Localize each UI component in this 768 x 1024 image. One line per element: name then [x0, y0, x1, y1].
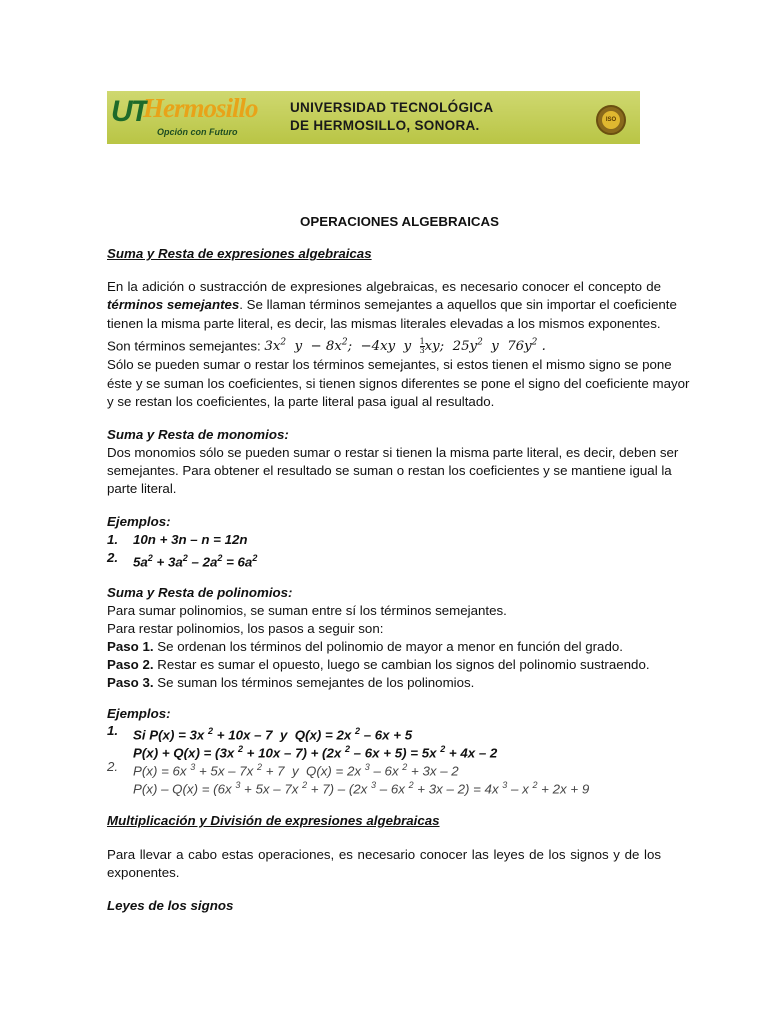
paragraph-line: Sólo se pueden sumar o restar los términos semejantes, si estos tienen el mismo signo se pone — [107, 357, 672, 372]
paragraph-line: En la adición o sustracción de expresiones algebraicas, es necesario conocer el concepto de — [107, 279, 661, 294]
heading-ejemplos: Ejemplos: — [107, 514, 171, 529]
example-math: Si P(x) = 3x $^2$ + 10x – 7 y Q(x) = 2x $^2$ – 6x + 5 — [133, 726, 413, 743]
example-math: 10n + 3n – n = 12n — [133, 532, 248, 547]
university-name-line2: DE HERMOSILLO, SONORA. — [290, 118, 480, 133]
example-item — [107, 531, 661, 549]
logo-hermosillo: Hermosillo — [143, 93, 258, 123]
example-math: P(x) = 6x $^3$ + 5x – 7x $^2$ + 7 y Q(x) = 2x $^3$ – 6x $^2$ + 3x – 2 — [133, 762, 459, 779]
example-number: 1. — [107, 532, 119, 547]
paragraph-line: tienen la misma parte literal, es decir, las mismas literales elevadas a los mismos exponentes. — [107, 316, 661, 331]
example-item — [107, 758, 661, 779]
paragraph-text: Son términos semejantes: — [107, 338, 265, 354]
paragraph-line: Dos monomios sólo se pueden sumar o restar si tienen la misma parte literal, es decir, deben ser — [107, 445, 679, 460]
heading-suma-resta-monomios: Suma y Resta de monomios: — [107, 427, 289, 442]
example-number: 2. — [107, 550, 119, 565]
example-math: P(x) – Q(x) = (6x $^3$ + 5x – 7x $^2$ + 7) – (2x $^3$ – 6x $^2$ + 3x – 2) = 4x $^3$ – x $^2$ + 2x + 9 — [133, 780, 590, 797]
step-text: Se ordenan los términos del polinomio de mayor a menor en función del grado. — [153, 639, 623, 654]
paragraph-line — [107, 334, 661, 356]
paragraph-line: Para llevar a cabo estas operaciones, es necesario conocer las leyes de los signos y de los — [107, 847, 661, 862]
step-text: Se suman los términos semejantes de los polinomios. — [153, 675, 475, 690]
heading-suma-resta-polinomios: Suma y Resta de polinomios: — [107, 585, 293, 600]
paragraph-line: y se restan los coeficientes, la parte literal pasa igual al resultado. — [107, 394, 495, 409]
paragraph-line: parte literal. — [107, 481, 177, 496]
university-name-line1: UNIVERSIDAD TECNOLÓGICA — [290, 100, 494, 115]
paragraph-line: semejantes. Para obtener el resultado se suman o restan los coeficientes y se mantiene igual la — [107, 463, 672, 478]
example-number: 1. — [107, 723, 119, 738]
heading-suma-resta-expresiones: Suma y Resta de expresiones algebraicas — [107, 246, 372, 261]
paragraph-line: exponentes. — [107, 865, 180, 880]
paragraph-line: Para sumar polinomios, se suman entre sí los términos semejantes. — [107, 603, 507, 618]
paragraph-line: éste y se suman los coeficientes, si tienen signos diferentes se pone el signo del coeficiente mayor — [107, 376, 690, 391]
step-label: Paso 3. — [107, 675, 154, 690]
step-line — [107, 638, 661, 656]
seal-text: ISO — [602, 111, 620, 129]
example-math: P(x) + Q(x) = (3x $^2$ + 10x – 7) + (2x $^2$ – 6x + 5) = 5x $^2$ + 4x – 2 — [133, 744, 498, 761]
iso-seal-icon — [596, 105, 626, 135]
example-item — [107, 549, 661, 570]
paragraph-line — [107, 296, 677, 314]
university-banner — [107, 91, 640, 144]
step-label: Paso 2. — [107, 657, 154, 672]
paragraph-text: . Se llaman términos semejantes a aquellos que sin importar el coeficiente — [239, 297, 677, 312]
example-math: $5a^2 + 3a^2 - 2a^2 = 6a^2$ — [133, 553, 258, 570]
example-number: 2. — [107, 759, 119, 774]
heading-leyes-signos: Leyes de los signos — [107, 898, 234, 913]
page-title: OPERACIONES ALGEBRAICAS — [300, 214, 499, 229]
step-label: Paso 1. — [107, 639, 154, 654]
term-emphasis: términos semejantes — [107, 297, 240, 312]
math-similar-terms: $3x^2$ $y - 8x^2$; −4xy y $\frac{1}{3}$ xy; $25y^2$ y $76y^2$ . — [264, 337, 546, 356]
heading-multiplicacion-division: Multiplicación y División de expresiones algebraicas — [107, 813, 440, 828]
heading-ejemplos-2: Ejemplos: — [107, 706, 171, 721]
step-text: Restar es sumar el opuesto, luego se cambian los signos del polinomio sustraendo. — [153, 657, 650, 672]
step-line — [107, 656, 661, 674]
logo-ut: UT — [111, 95, 147, 128]
logo-tagline: Opción con Futuro — [157, 127, 238, 137]
step-line — [107, 674, 661, 692]
paragraph-line: Para restar polinomios, los pasos a seguir son: — [107, 621, 384, 636]
example-item — [107, 722, 661, 743]
